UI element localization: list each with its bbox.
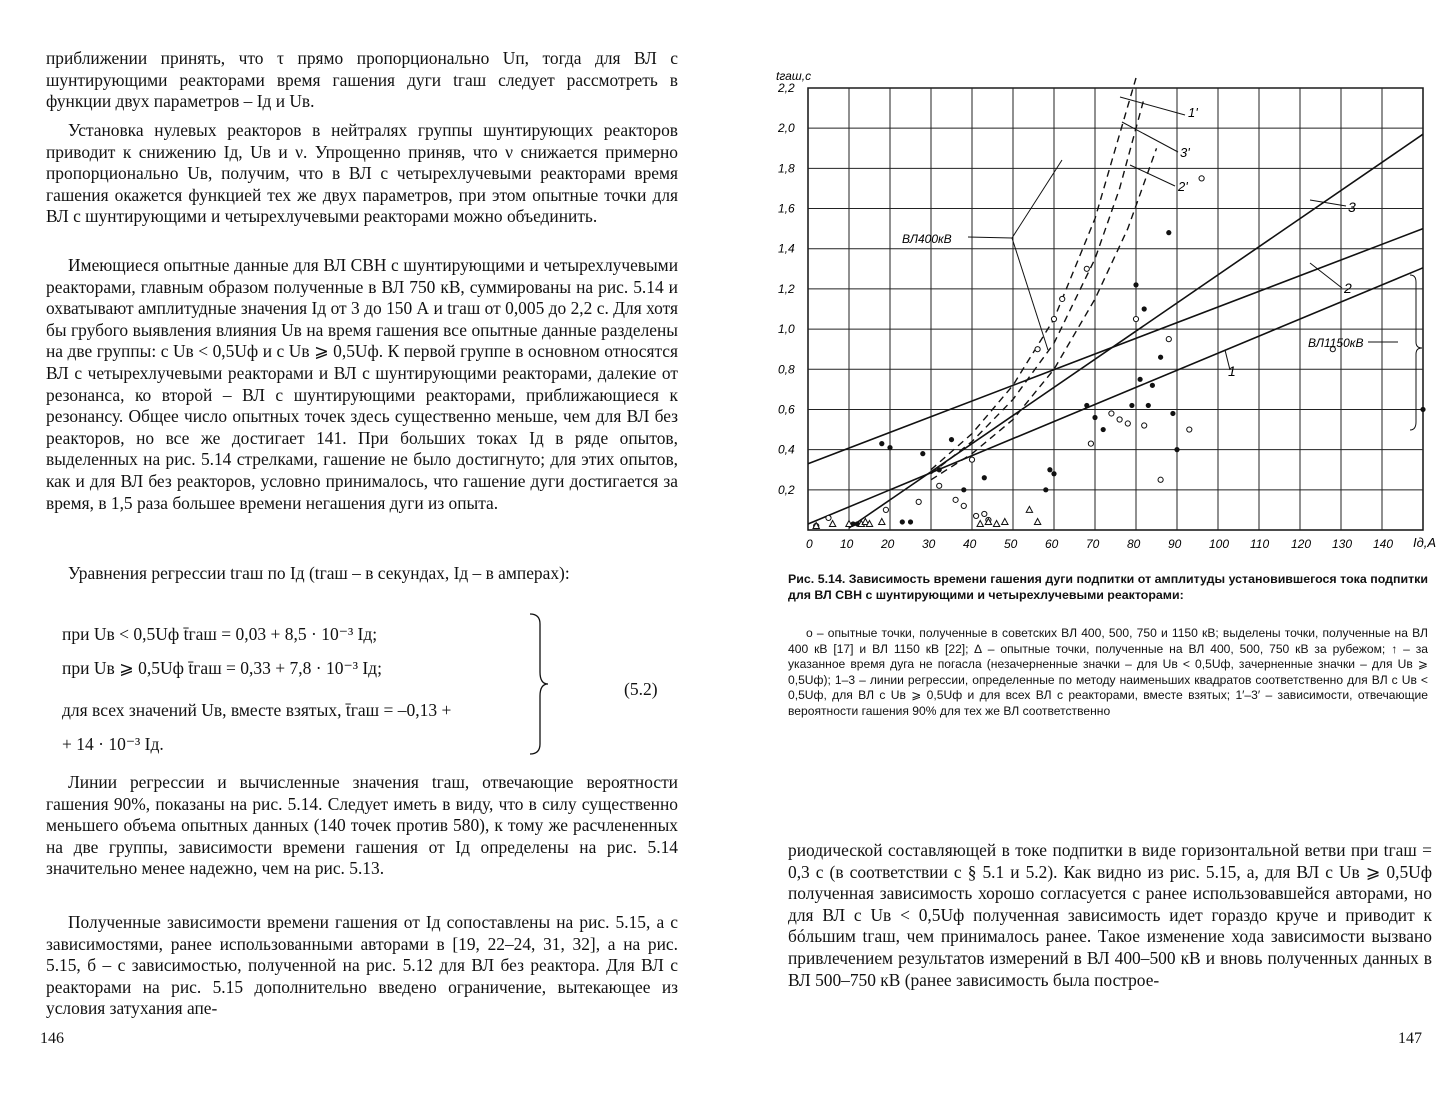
data-point-open (961, 503, 966, 508)
label-vl1150: ВЛ1150кВ (1308, 336, 1364, 350)
data-point-filled (1174, 447, 1179, 452)
data-point-open (916, 499, 921, 504)
data-point-open (826, 515, 831, 520)
data-point-filled (879, 441, 884, 446)
page-number-left: 146 (40, 1030, 64, 1047)
data-point-filled (1150, 383, 1155, 388)
y-tick-label: 2,2 (778, 81, 795, 95)
x-tick-label: 90 (1168, 537, 1182, 551)
paragraph-6: Полученные зависимости времени гашения от Iд сопоставлены на рис. 5.15, а с зависимостями, ранее использованными авторами в [19, 22–24, 31, 32], а на рис. 5.15, б – с зависимостью, полученной на рис. 5.12 для ВЛ без реактора. Для ВЛ с реакторами на рис. 5.15 дополнительно введено ограничение, вытекающее из условия затухания апе- (46, 912, 678, 1019)
data-point-filled (1142, 306, 1147, 311)
chart-points (813, 176, 1426, 529)
data-point-triangle (1026, 506, 1032, 512)
data-point-filled (961, 487, 966, 492)
data-point-open (1051, 316, 1056, 321)
equation-1: при Uв < 0,5Uф t̄гаш = 0,03 + 8,5 · 10⁻³ Iд; (62, 624, 378, 644)
paragraph-5: Линии регрессии и вычисленные значения tгаш, отвечающие вероятности гашения 90%, показаны на рис. 5.14. Следует иметь в виду, что в силу существенно меньшего объема опытных данных (140 точек против 580), к тому же расчлененных на две группы, зависимости времени гашения от Iд определены на рис. 5.14 значительно менее надежно, чем на рис. 5.13. (46, 772, 678, 879)
data-point-filled (1092, 415, 1097, 420)
data-point-open (982, 511, 987, 516)
y-tick-label: 0,2 (778, 482, 795, 497)
label-line-3p: 3' (1180, 145, 1190, 160)
regression-line-1 (808, 268, 1423, 524)
data-point-open (1125, 421, 1130, 426)
x-tick-label: 120 (1291, 537, 1312, 551)
x-tick-label: 40 (963, 537, 977, 551)
data-point-open (1117, 417, 1122, 422)
probability-curve (931, 148, 1157, 480)
data-point-triangle (879, 518, 885, 524)
data-point-open (937, 483, 942, 488)
data-point-triangle (1002, 518, 1008, 524)
label-line-1: 1 (1228, 363, 1236, 379)
x-axis-title: Iд,A (1413, 535, 1437, 550)
data-point-open (1060, 296, 1065, 301)
data-point-open (1187, 427, 1192, 432)
data-point-filled (1170, 411, 1175, 416)
data-point-filled (1138, 377, 1143, 382)
y-tick-label: 1,8 (778, 161, 795, 176)
data-point-filled (900, 519, 905, 524)
y-tick-label: 1,2 (778, 281, 795, 296)
x-tick-label: 30 (922, 537, 936, 551)
plot-frame (808, 88, 1423, 530)
chart-grid (808, 88, 1423, 530)
y-tick-label: 1,0 (778, 322, 795, 337)
data-point-open (953, 497, 958, 502)
label-line-1p: 1' (1188, 105, 1198, 120)
leader-lines (968, 97, 1422, 430)
label-vl400: ВЛ400кВ (902, 232, 952, 246)
data-point-filled (1166, 230, 1171, 235)
y-tick-label: 0,6 (778, 402, 795, 417)
data-point-open (1035, 347, 1040, 352)
probability-curve (931, 78, 1136, 470)
paragraph-3: Имеющиеся опытные данные для ВЛ СВН с шунтирующими и четырехлучевыми реакторами, главным образом полученные в ВЛ 750 кВ, суммированы на рис. 5.14 и охватывают амплитудные значения Iд от 3 до 150 А и tгаш от 0,005 до 2,2 с. Для хотя бы грубого выявления влияния Uв на время гашения все опытные данные разделены на две группы: с Uв < 0,5Uф и с Uв ⩾ 0,5Uф. К первой группе в основном относятся ВЛ с четырехлучевыми реакторами и ВЛ с шунтирующими реакторами, далекие от резонанса, ко второй – ВЛ с шунтирующими реакторами, приближающиеся к резонансу. Общее число опытных точек здесь существенно меньше, чем для ВЛ без реакторов, но все же достигает 141. При больших токах Iд в ряде опытов, выделенных на рис. 5.14 стрелками, гашение не было достигнуто; для этих опытов, как и для ВЛ без реакторов, условно принималось, что гашение дуги достигается за время, в 1,5 раза большее времени негашения дуги из опыта. (46, 255, 678, 513)
left-page (0, 0, 720, 1112)
x-tick-label: 70 (1086, 537, 1100, 551)
data-point-filled (1158, 355, 1163, 360)
data-point-open (1142, 423, 1147, 428)
data-point-filled (1051, 471, 1056, 476)
data-point-filled (908, 519, 913, 524)
figure-5-14 (770, 60, 1440, 565)
x-tick-label: 140 (1373, 537, 1394, 551)
y-tick-label: 1,4 (778, 241, 795, 256)
data-point-triangle (977, 520, 983, 526)
x-tick-label: 10 (840, 537, 854, 551)
paragraph-4: Уравнения регрессии tгаш по Iд (tгаш – в секундах, Iд – в амперах): (68, 563, 570, 583)
data-point-filled (1420, 407, 1425, 412)
x-tick-label: 80 (1127, 537, 1141, 551)
data-point-open (969, 457, 974, 462)
data-point-filled (920, 451, 925, 456)
data-point-filled (1101, 427, 1106, 432)
y-tick-label: 0,4 (778, 442, 795, 457)
y-axis-title: tгаш,с (776, 69, 812, 83)
figure-legend: о – опытные точки, полученные в советских ВЛ 400, 500, 750 и 1150 кВ; выделены точки, полученные на ВЛ 400 кВ [17] и ВЛ 1150 кВ [22]; ∆ – опытные точки, полученные на ВЛ 400, 500, 750 кВ за рубежом; ↑ – за указанное время дуга не погасла (незачерненные значки – для Uв < 0,5Uф, зачерненные значки – для Uв ⩾ 0,5Uф); 1–3 – линии регрессии, определенные по методу наименьших квадратов соответственно для ВЛ с Uв < 0,5Uф, для ВЛ с Uв ⩾ 0,5Uф и для всех ВЛ с реакторами, вместе взятых; 1′–3′ – зависимости, отвечающие вероятности гашения 90% для тех же ВЛ соответственно (788, 626, 1428, 718)
data-point-filled (1084, 403, 1089, 408)
x-tick-label: 130 (1332, 537, 1353, 551)
data-point-filled (1129, 403, 1134, 408)
label-line-2: 2 (1344, 280, 1352, 296)
x-tick-label: 110 (1250, 537, 1270, 551)
x-tick-label: 100 (1209, 537, 1230, 551)
data-point-triangle (829, 520, 835, 526)
page-number-right: 147 (1398, 1030, 1422, 1047)
equation-2: при Uв ⩾ 0,5Uф t̄гаш = 0,33 + 7,8 · 10⁻³ Iд; (62, 658, 382, 678)
probability-curve (931, 98, 1144, 474)
label-line-2p: 2' (1178, 179, 1188, 194)
data-point-filled (982, 475, 987, 480)
y-tick-label: 2,0 (778, 121, 795, 136)
x-tick-label: 60 (1045, 537, 1059, 551)
x-tick-label: 0 (806, 537, 813, 551)
y-tick-label: 0,8 (778, 362, 795, 377)
data-point-triangle (1034, 518, 1040, 524)
label-line-3: 3 (1348, 199, 1356, 215)
equation-brace (528, 612, 548, 756)
equation-number: (5.2) (624, 679, 658, 699)
data-point-open (1166, 337, 1171, 342)
paragraph-2: Установка нулевых реакторов в нейтралях группы шунтирующих реакторов приводит к снижению Iд, Uв и ν. Упрощенно приняв, что ν снижается примерно пропорционально Uв, получим, что в ВЛ с четырехлучевыми реакторами время гашения окажется функцией тех же двух параметров, при этом опытные точки для ВЛ с шунтирующими и четырехлучевыми реакторами можно объединить. (46, 120, 678, 227)
data-point-open (1088, 441, 1093, 446)
figure-caption: Рис. 5.14. Зависимость времени гашения дуги подпитки от амплитуды установившегося тока подпитки для ВЛ СВН с шунтирующими и четырехлучевыми реакторами: (788, 572, 1428, 602)
paragraph-7: риодической составляющей в токе подпитки в виде горизонтальной ветви при tгаш = 0,3 с (в соответствии с § 5.1 и 5.2). Как видно из рис. 5.15, а, для ВЛ с Uв ⩾ 0,5Uф полученная зависимость хорошо согласуется с ранее использовавшейся авторами, но для ВЛ с Uв < 0,5Uф полученная зависимость идет гораздо круче и приводит к бóльшим tгаш, чем принималось ранее. Такое изменение хода зависимости вызвано привлечением результатов измерений в ВЛ 400–500 кВ и вновь полученных данных в ВЛ 500–750 кВ (ранее зависимость была построе- (788, 840, 1432, 990)
data-point-triangle (993, 520, 999, 526)
data-point-filled (1146, 403, 1151, 408)
chart-lines (808, 78, 1423, 528)
data-point-filled (937, 467, 942, 472)
equation-3: для всех значений Uв, вместе взятых, t̄гаш = –0,13 + (62, 700, 452, 720)
data-point-open (1158, 477, 1163, 482)
data-point-open (883, 507, 888, 512)
data-point-filled (1133, 282, 1138, 287)
equation-4: + 14 · 10⁻³ Iд. (62, 734, 164, 754)
data-point-open (1084, 266, 1089, 271)
data-point-open (1109, 411, 1114, 416)
data-point-filled (1043, 487, 1048, 492)
paragraph-1: приближении принять, что τ прямо пропорционально Uп, тогда для ВЛ с шунтирующими реакторами время гашения дуги tгаш следует рассмотреть в функции двух параметров – Iд и Uв. (46, 48, 678, 112)
x-tick-label: 50 (1004, 537, 1018, 551)
y-tick-label: 1,6 (778, 201, 795, 216)
data-point-filled (887, 445, 892, 450)
data-point-open (1199, 176, 1204, 181)
data-point-open (974, 513, 979, 518)
data-point-filled (1047, 467, 1052, 472)
data-point-open (1133, 316, 1138, 321)
data-point-filled (949, 437, 954, 442)
x-tick-label: 20 (881, 537, 895, 551)
